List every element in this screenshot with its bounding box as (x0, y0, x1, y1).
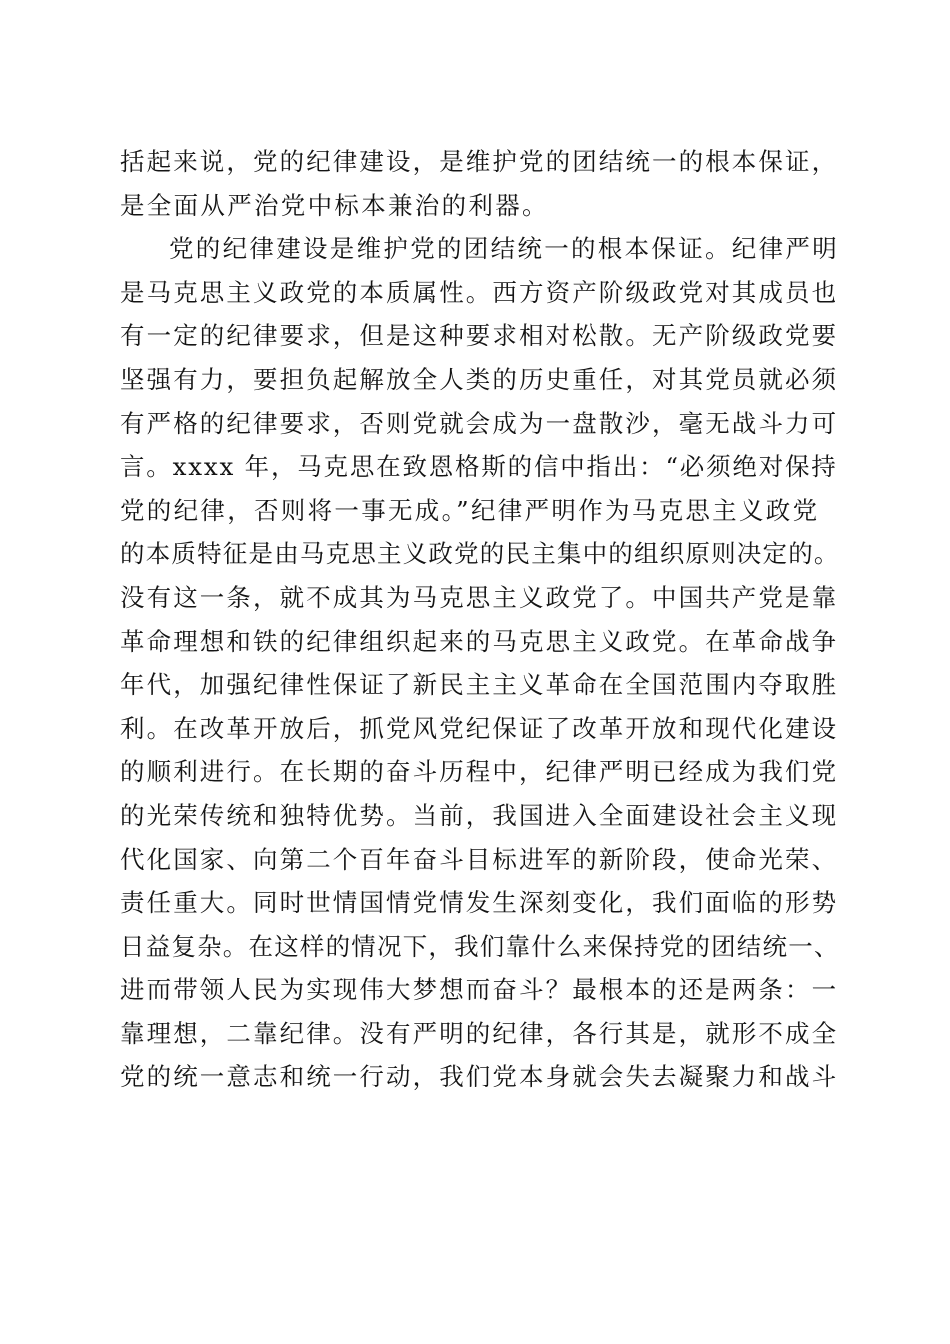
text-line: 代化国家、向第二个百年奋斗目标进军的新阶段，使命光荣、 (120, 844, 839, 874)
text-line: 的光荣传统和独特优势。当前，我国进入全面建设社会主义现 (120, 800, 839, 830)
text-line: 的本质特征是由马克思主义政党的民主集中的组织原则决定的。 (120, 539, 840, 569)
text-line: 党的纪律，否则将一事无成。”纪律严明作为马克思主义政党 (120, 495, 820, 525)
text-line: 有一定的纪律要求，但是这种要求相对松散。无产阶级政党要 (120, 321, 839, 351)
text-line: 革命理想和铁的纪律组织起来的马克思主义政党。在革命战争 (120, 626, 839, 656)
text-line: 言。xxxx 年，马克思在致恩格斯的信中指出：“必须绝对保持 (120, 452, 838, 482)
text-line: 党的统一意志和统一行动，我们党本身就会失去凝聚力和战斗 (120, 1062, 839, 1092)
text-line: 是全面从严治党中标本兼治的利器。 (120, 190, 549, 220)
text-line: 有严格的纪律要求，否则党就会成为一盘散沙，毫无战斗力可 (120, 408, 839, 438)
text-line: 括起来说，党的纪律建设，是维护党的团结统一的根本保证， (120, 147, 839, 176)
text-line: 坚强有力，要担负起解放全人类的历史重任，对其党员就必须 (120, 364, 839, 394)
text-line: 年代，加强纪律性保证了新民主主义革命在全国范围内夺取胜 (120, 670, 839, 700)
text-line: 靠理想，二靠纪律。没有严明的纪律，各行其是，就形不成全 (120, 1018, 839, 1048)
body-text (120, 140, 840, 1099)
text-line: 利。在改革开放后，抓党风党纪保证了改革开放和现代化建设 (120, 713, 839, 743)
text-line: 的顺利进行。在长期的奋斗历程中，纪律严明已经成为我们党 (120, 757, 839, 787)
text-line: 是马克思主义政党的本质属性。西方资产阶级政党对其成员也 (120, 277, 839, 307)
text-line: 责任重大。同时世情国情党情发生深刻变化，我们面临的形势 (120, 888, 839, 918)
paragraph-first-line: 党的纪律建设是维护党的团结统一的根本保证。纪律严明 (169, 234, 839, 264)
text-line: 进而带领人民为实现伟大梦想而奋斗？最根本的还是两条：一 (120, 975, 839, 1005)
text-line: 日益复杂。在这样的情况下，我们靠什么来保持党的团结统一、 (120, 931, 840, 961)
text-line: 没有这一条，就不成其为马克思主义政党了。中国共产党是靠 (120, 582, 839, 612)
